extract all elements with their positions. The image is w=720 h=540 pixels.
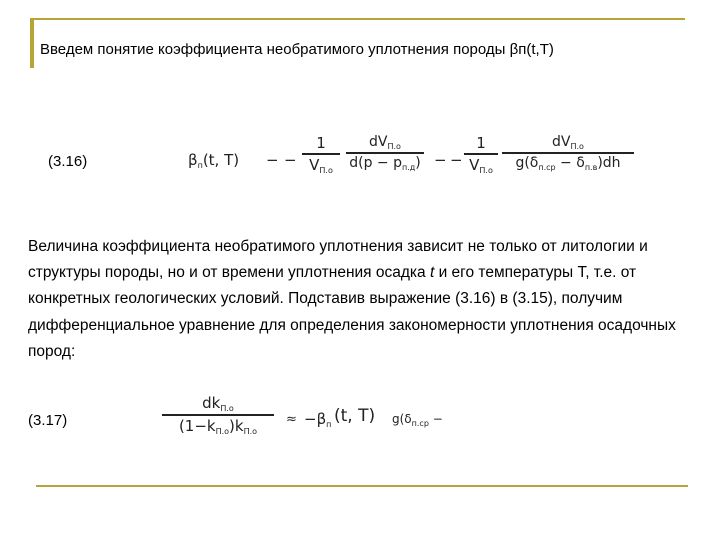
title-accent-vertical xyxy=(30,18,34,68)
formula1-lhs: $\beta_п(t$, T) xyxy=(188,151,240,170)
formula-3-16 xyxy=(188,132,648,192)
formula2-approx: ≈ xyxy=(286,412,297,427)
formula1-neg1: − xyxy=(284,151,297,169)
formula-3-17 xyxy=(162,392,482,452)
formula2-frac: $dk_{П.о}$ $(1-k_{П.о})k_{П.о}$ xyxy=(162,394,274,436)
equation-label-3-16: (3.16) xyxy=(48,153,88,170)
formula2-args: (t, T) xyxy=(334,406,376,426)
formula1-frac3: 1 $V_{П.о}$ xyxy=(464,134,498,175)
formula1-frac4: $dV_{П.о}$ $g(\delta_{п.ср} - \delta_{п.в})dh$ xyxy=(502,134,634,172)
formula1-frac1: 1 $V_{П.о}$ xyxy=(302,134,340,175)
slide-title: Введем понятие коэффициента необратимого уплотнения породы βп(t,T) xyxy=(40,41,554,58)
title-frame xyxy=(30,18,685,68)
bottom-accent-line xyxy=(36,485,688,487)
formula1-op1: − xyxy=(266,151,279,169)
formula1-frac2: $dV_{П.о}$ $d(p - p_{п.д})$ xyxy=(346,134,424,172)
formula1-op2: − xyxy=(434,151,447,169)
formula2-tail: $g(\delta_{п.ср}$ − xyxy=(392,412,443,428)
formula1-neg2: − xyxy=(450,151,463,169)
body-paragraph: Величина коэффициента необратимого уплотнения зависит не только от литологии и структуры породы, но и от времени уплотнения осадка t и его температуры Т, т.е. от конкретных геологических условий. Подставив выражение (3.16) в (3.15), получим дифференциальное уравнение для определения закономерности уплотнения осадочных пород: xyxy=(28,238,676,360)
equation-label-3-17: (3.17) xyxy=(28,412,68,429)
title-accent-horizontal xyxy=(34,18,685,20)
formula2-rhs: $-\beta_п$ xyxy=(304,410,332,429)
